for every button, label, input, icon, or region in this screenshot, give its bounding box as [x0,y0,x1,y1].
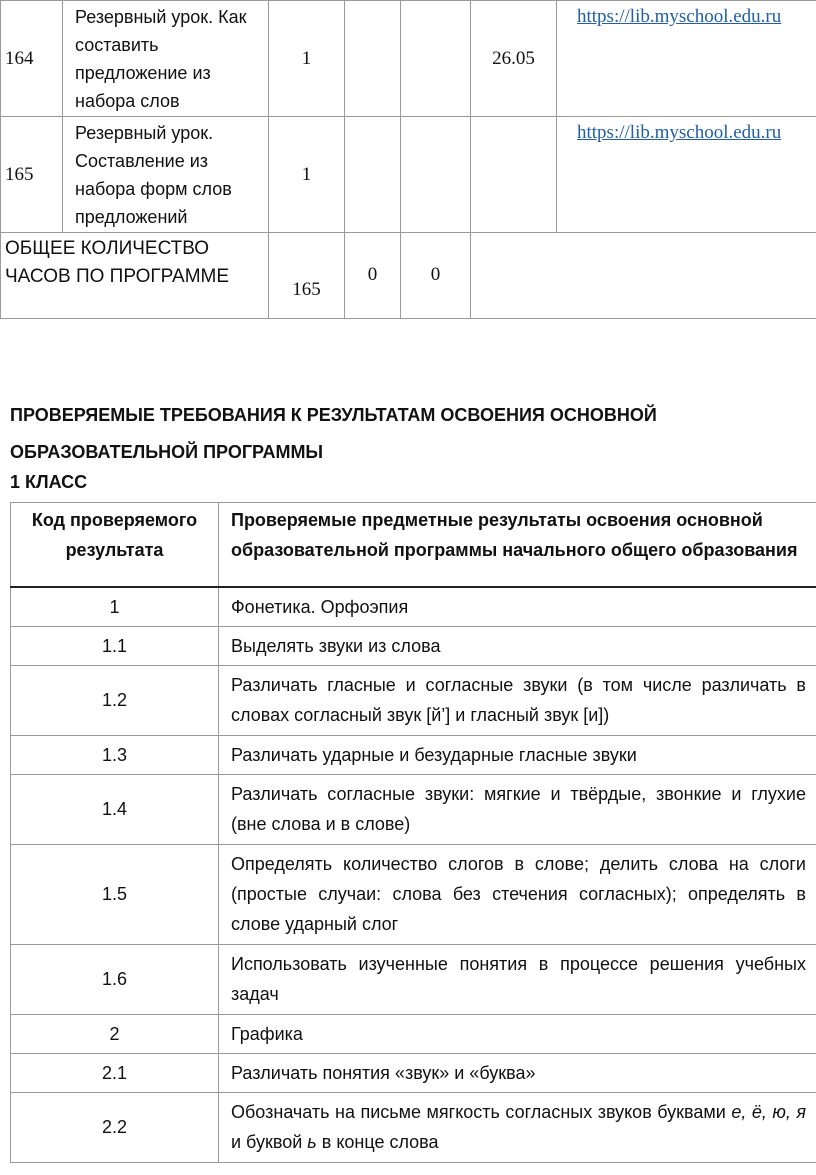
resource-link[interactable]: https://lib.myschool.edu.ru [577,122,782,143]
grade-heading: 1 КЛАСС [10,472,88,492]
requirements-table [10,502,816,1163]
result-code: 2.1 [11,1053,219,1092]
lesson-date [471,117,557,233]
result-code: 1.5 [11,844,219,944]
result-code: 1.2 [11,665,219,735]
section-title-line1: ПРОВЕРЯЕМЫЕ ТРЕБОВАНИЯ К РЕЗУЛЬТАТАМ ОСВОЕНИЯ ОСНОВНОЙ [10,405,657,425]
lesson-date: 26.05 [471,1,557,117]
result-description: Использовать изученные понятия в процессе решения учебных задач [219,944,816,1014]
column-header-code: Код проверяемого результата [11,503,219,587]
result-description: Различать гласные и согласные звуки (в том числе различать в словах согласный звук [й’] и гласный звук [и]) [219,665,816,735]
result-description: Графика [219,1014,816,1053]
lesson-control [345,117,401,233]
column-header-description: Проверяемые предметные результаты освоения основной образовательной программы начального общего образования [219,503,816,587]
result-description [219,1092,816,1162]
section-title-line2: ОБРАЗОВАТЕЛЬНОЙ ПРОГРАММЫ [10,442,324,462]
total-control: 0 [345,233,401,319]
lesson-number: 164 [1,1,63,117]
lesson-hours: 1 [269,117,345,233]
description-text: в конце слова [316,1132,439,1152]
result-code: 1.3 [11,735,219,774]
result-description: Определять количество слогов в слове; делить слова на слоги (простые случаи: слова без стечения согласных); определять в слове ударный слог [219,844,816,944]
total-hours: 165 [269,233,345,319]
table-row [11,735,816,774]
description-letter: ь [307,1132,317,1152]
table-row [11,626,816,665]
result-description: Фонетика. Орфоэпия [219,587,816,627]
table-row [11,665,816,735]
table-row [11,774,816,844]
description-text: и буквой [231,1132,308,1152]
lesson-row [1,117,816,233]
lesson-plan-table [0,0,816,319]
lesson-control [345,1,401,117]
resource-link[interactable]: https://lib.myschool.edu.ru [577,6,782,27]
table-row [11,587,816,627]
lesson-topic: Резервный урок. Как составить предложение из набора слов [63,1,269,117]
total-label: ОБЩЕЕ КОЛИЧЕСТВО ЧАСОВ ПО ПРОГРАММЕ [1,233,269,319]
result-code: 1.4 [11,774,219,844]
result-code: 1 [11,587,219,627]
table-row [11,1092,816,1162]
result-code: 2 [11,1014,219,1053]
result-description: Различать ударные и безударные гласные звуки [219,735,816,774]
result-code: 2.2 [11,1092,219,1162]
result-code: 1.6 [11,944,219,1014]
lesson-topic: Резервный урок. Составление из набора форм слов предложений [63,117,269,233]
lesson-practical [401,1,471,117]
description-text: Обозначать на письме мягкость согласных звуков буквами [231,1102,732,1122]
table-row [11,844,816,944]
description-letters: е, ё, ю, я [731,1102,806,1122]
result-description: Различать понятия «звук» и «буква» [219,1053,816,1092]
result-description: Выделять звуки из слова [219,626,816,665]
total-row [1,233,816,319]
result-description: Различать согласные звуки: мягкие и твёрдые, звонкие и глухие (вне слова и в слове) [219,774,816,844]
lesson-row [1,1,816,117]
table-row [11,1014,816,1053]
total-practical: 0 [401,233,471,319]
lesson-hours: 1 [269,1,345,117]
lesson-practical [401,117,471,233]
table-row [11,1053,816,1092]
table-row [11,944,816,1014]
lesson-number: 165 [1,117,63,233]
table-header [11,503,816,587]
result-code: 1.1 [11,626,219,665]
